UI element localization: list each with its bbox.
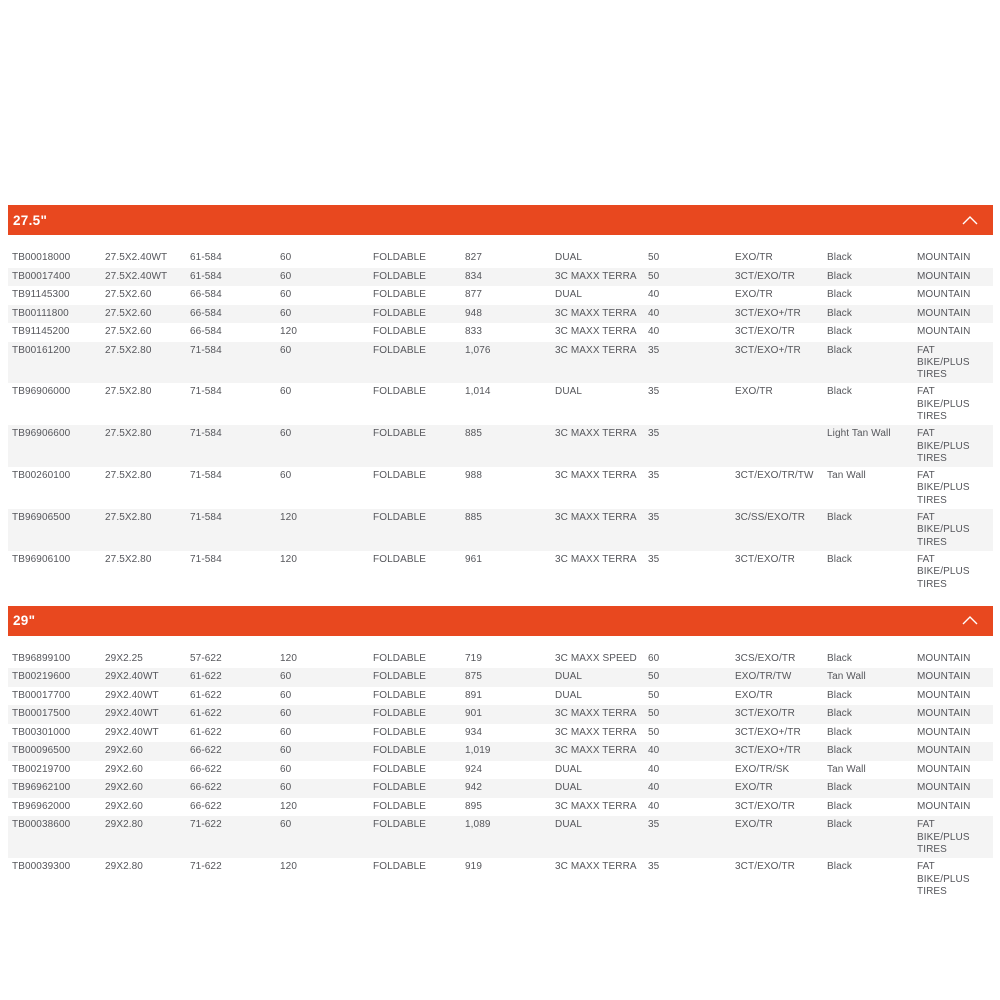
- cell-max-psi: 35: [648, 819, 660, 831]
- cell-iso-size: 61-622: [190, 708, 222, 720]
- cell-bead: FOLDABLE: [373, 428, 427, 440]
- cell-tpi: 120: [280, 512, 297, 524]
- cell-technology: EXO/TR: [735, 689, 773, 701]
- cell-max-psi: 40: [648, 289, 660, 300]
- table-row: [8, 724, 993, 743]
- cell-technology: EXO/TR: [735, 252, 773, 263]
- cell-weight-g: 961: [465, 553, 482, 565]
- cell-compound: DUAL: [555, 289, 583, 300]
- table-row: [8, 742, 993, 761]
- cell-category: MOUNTAIN: [917, 745, 971, 757]
- cell-max-psi: 35: [648, 861, 660, 873]
- cell-part-number: TB96899100: [12, 652, 71, 664]
- cell-size: 27.5X2.60: [105, 307, 152, 319]
- cell-color: Black: [827, 344, 852, 356]
- cell-part-number: TB00260100: [12, 470, 71, 482]
- cell-size: 29X2.60: [105, 800, 143, 812]
- cell-color: Black: [827, 512, 852, 524]
- cell-part-number: TB00111800: [12, 307, 69, 319]
- cell-iso-size: 71-584: [190, 344, 222, 356]
- cell-size: 29X2.40WT: [105, 708, 159, 720]
- cell-max-psi: 35: [648, 428, 660, 440]
- cell-color: Black: [827, 745, 852, 757]
- table-row: [8, 509, 993, 551]
- cell-part-number: TB00018000: [12, 252, 71, 263]
- cell-color: Black: [827, 708, 852, 720]
- cell-category: MOUNTAIN: [917, 708, 971, 720]
- cell-weight-g: 875: [465, 671, 482, 683]
- cell-color: Black: [827, 270, 852, 282]
- cell-max-psi: 35: [648, 553, 660, 565]
- cell-size: 29X2.60: [105, 782, 143, 794]
- cell-color: Black: [827, 726, 852, 738]
- cell-compound: 3C MAXX TERRA: [555, 512, 637, 524]
- cell-technology: 3CT/EXO/TR: [735, 708, 795, 720]
- cell-category: MOUNTAIN: [917, 252, 971, 263]
- cell-bead: FOLDABLE: [373, 470, 427, 482]
- cell-color: Black: [827, 800, 852, 812]
- cell-bead: FOLDABLE: [373, 671, 427, 683]
- cell-bead: FOLDABLE: [373, 386, 427, 398]
- cell-part-number: TB91145300: [12, 289, 70, 300]
- cell-bead: FOLDABLE: [373, 800, 427, 812]
- cell-part-number: TB00301000: [12, 726, 71, 738]
- cell-color: Black: [827, 782, 852, 794]
- cell-technology: EXO/TR: [735, 819, 773, 831]
- cell-technology: 3CT/EXO+/TR: [735, 344, 801, 356]
- cell-iso-size: 61-584: [190, 252, 222, 263]
- cell-max-psi: 40: [648, 307, 660, 319]
- table-row: [8, 551, 993, 593]
- cell-part-number: TB96962000: [12, 800, 71, 812]
- cell-weight-g: 895: [465, 800, 482, 812]
- cell-weight-g: 833: [465, 326, 482, 337]
- cell-compound: 3C MAXX TERRA: [555, 800, 637, 812]
- cell-compound: 3C MAXX TERRA: [555, 326, 637, 337]
- cell-technology: EXO/TR: [735, 782, 773, 794]
- cell-color: Black: [827, 307, 852, 319]
- cell-size: 27.5X2.80: [105, 386, 152, 398]
- cell-weight-g: 885: [465, 428, 482, 440]
- cell-technology: 3CT/EXO/TR: [735, 270, 795, 282]
- cell-color: Black: [827, 819, 852, 831]
- cell-compound: 3C MAXX TERRA: [555, 861, 637, 873]
- cell-part-number: TB00038600: [12, 819, 71, 831]
- table-row: [8, 650, 993, 669]
- cell-iso-size: 71-584: [190, 428, 222, 440]
- cell-compound: 3C MAXX TERRA: [555, 270, 637, 282]
- cell-compound: 3C MAXX SPEED: [555, 652, 637, 664]
- cell-technology: 3C/SS/EXO/TR: [735, 512, 806, 524]
- cell-weight-g: 924: [465, 763, 482, 775]
- cell-bead: FOLDABLE: [373, 252, 427, 263]
- cell-part-number: TB91145200: [12, 326, 70, 337]
- section-title: 27.5": [13, 212, 48, 228]
- cell-weight-g: 1,014: [465, 386, 491, 398]
- cell-bead: FOLDABLE: [373, 689, 427, 701]
- cell-weight-g: 719: [465, 652, 482, 664]
- cell-size: 29X2.40WT: [105, 689, 159, 701]
- cell-size: 29X2.80: [105, 861, 143, 873]
- cell-max-psi: 35: [648, 344, 660, 356]
- cell-technology: 3CS/EXO/TR: [735, 652, 796, 664]
- cell-bead: FOLDABLE: [373, 344, 427, 356]
- cell-iso-size: 71-584: [190, 470, 222, 482]
- cell-color: Tan Wall: [827, 763, 866, 775]
- cell-color: Tan Wall: [827, 671, 866, 683]
- table-row: [8, 668, 993, 687]
- cell-weight-g: 919: [465, 861, 482, 873]
- spec-table-29: [8, 650, 993, 900]
- cell-bead: FOLDABLE: [373, 326, 427, 337]
- cell-category: MOUNTAIN: [917, 652, 971, 664]
- cell-max-psi: 40: [648, 326, 660, 337]
- cell-size: 27.5X2.80: [105, 553, 152, 565]
- section-header-29[interactable]: [8, 606, 993, 636]
- cell-size: 27.5X2.80: [105, 344, 152, 356]
- cell-bead: FOLDABLE: [373, 307, 427, 319]
- table-row: [8, 467, 993, 509]
- cell-compound: 3C MAXX TERRA: [555, 745, 637, 757]
- cell-weight-g: 827: [465, 252, 482, 263]
- cell-bead: FOLDABLE: [373, 708, 427, 720]
- cell-category: MOUNTAIN: [917, 763, 971, 775]
- cell-size: 29X2.40WT: [105, 671, 159, 683]
- table-row: [8, 816, 993, 858]
- table-row: [8, 705, 993, 724]
- cell-color: Black: [827, 326, 852, 337]
- cell-bead: FOLDABLE: [373, 270, 427, 282]
- cell-category: FAT BIKE/PLUS TIRES: [917, 512, 970, 548]
- table-row: [8, 383, 993, 425]
- table-row: [8, 249, 993, 268]
- cell-part-number: TB96906500: [12, 512, 71, 524]
- cell-iso-size: 71-622: [190, 861, 222, 873]
- cell-technology: 3CT/EXO/TR: [735, 326, 795, 337]
- cell-bead: FOLDABLE: [373, 819, 427, 831]
- cell-weight-g: 1,076: [465, 344, 491, 356]
- cell-bead: FOLDABLE: [373, 553, 427, 565]
- table-row: [8, 425, 993, 467]
- cell-compound: 3C MAXX TERRA: [555, 726, 637, 738]
- cell-bead: FOLDABLE: [373, 782, 427, 794]
- cell-max-psi: 40: [648, 763, 660, 775]
- cell-part-number: TB00219700: [12, 763, 71, 775]
- cell-technology: 3CT/EXO+/TR: [735, 307, 801, 319]
- cell-iso-size: 66-584: [190, 307, 222, 319]
- cell-color: Black: [827, 861, 852, 873]
- cell-color: Black: [827, 553, 852, 565]
- cell-iso-size: 66-584: [190, 289, 222, 300]
- cell-compound: 3C MAXX TERRA: [555, 553, 637, 565]
- cell-color: Light Tan Wall: [827, 428, 891, 440]
- cell-category: FAT BIKE/PLUS TIRES: [917, 470, 970, 506]
- cell-iso-size: 61-584: [190, 270, 222, 282]
- cell-tpi: 60: [280, 386, 292, 398]
- cell-part-number: TB00161200: [12, 344, 71, 356]
- cell-compound: 3C MAXX TERRA: [555, 428, 637, 440]
- cell-compound: 3C MAXX TERRA: [555, 307, 637, 319]
- cell-compound: DUAL: [555, 782, 583, 794]
- cell-max-psi: 50: [648, 726, 660, 738]
- cell-weight-g: 901: [465, 708, 482, 720]
- cell-weight-g: 934: [465, 726, 482, 738]
- cell-weight-g: 891: [465, 689, 482, 701]
- cell-tpi: 120: [280, 800, 297, 812]
- cell-compound: DUAL: [555, 689, 583, 701]
- cell-tpi: 60: [280, 745, 292, 757]
- cell-iso-size: 66-622: [190, 782, 222, 794]
- chevron-up-icon[interactable]: [962, 216, 978, 225]
- cell-part-number: TB00017700: [12, 689, 71, 701]
- cell-technology: 3CT/EXO/TR: [735, 800, 795, 812]
- cell-tpi: 120: [280, 652, 297, 664]
- table-row: [8, 286, 993, 305]
- table-row: [8, 687, 993, 706]
- cell-part-number: TB00219600: [12, 671, 71, 683]
- cell-size: 27.5X2.80: [105, 470, 152, 482]
- cell-compound: 3C MAXX TERRA: [555, 708, 637, 720]
- cell-tpi: 60: [280, 726, 292, 738]
- cell-part-number: TB00039300: [12, 861, 71, 873]
- cell-technology: 3CT/EXO/TR: [735, 861, 795, 873]
- cell-technology: EXO/TR: [735, 289, 773, 300]
- cell-color: Black: [827, 289, 852, 300]
- cell-technology: 3CT/EXO/TR: [735, 553, 795, 565]
- size-section-29: [8, 606, 993, 900]
- cell-category: MOUNTAIN: [917, 671, 971, 683]
- cell-category: FAT BIKE/PLUS TIRES: [917, 344, 970, 381]
- table-row: [8, 761, 993, 780]
- cell-iso-size: 61-622: [190, 689, 222, 701]
- cell-tpi: 60: [280, 270, 292, 282]
- cell-category: FAT BIKE/PLUS TIRES: [917, 428, 970, 464]
- cell-max-psi: 35: [648, 512, 660, 524]
- cell-technology: 3CT/EXO/TR/TW: [735, 470, 814, 482]
- cell-compound: DUAL: [555, 386, 583, 398]
- cell-max-psi: 35: [648, 386, 660, 398]
- cell-tpi: 60: [280, 708, 292, 720]
- cell-size: 27.5X2.80: [105, 428, 152, 440]
- cell-technology: [731, 425, 823, 467]
- cell-iso-size: 61-622: [190, 671, 222, 683]
- cell-tpi: 60: [280, 307, 292, 319]
- cell-weight-g: 1,019: [465, 745, 491, 757]
- cell-part-number: TB00017400: [12, 270, 71, 282]
- cell-bead: FOLDABLE: [373, 745, 427, 757]
- cell-max-psi: 35: [648, 470, 660, 482]
- cell-bead: FOLDABLE: [373, 726, 427, 738]
- cell-compound: DUAL: [555, 671, 583, 683]
- table-row: [8, 779, 993, 798]
- spec-table-27-5: [8, 249, 993, 593]
- cell-iso-size: 71-622: [190, 819, 222, 831]
- cell-iso-size: 66-622: [190, 800, 222, 812]
- cell-technology: EXO/TR: [735, 386, 773, 398]
- cell-color: Black: [827, 252, 852, 263]
- cell-bead: FOLDABLE: [373, 861, 427, 873]
- cell-category: FAT BIKE/PLUS TIRES: [917, 819, 970, 855]
- chevron-up-icon[interactable]: [962, 616, 978, 625]
- cell-bead: FOLDABLE: [373, 289, 427, 300]
- cell-category: MOUNTAIN: [917, 689, 971, 701]
- cell-category: FAT BIKE/PLUS TIRES: [917, 386, 970, 422]
- cell-compound: DUAL: [555, 819, 583, 831]
- table-row: [8, 342, 993, 384]
- cell-color: Black: [827, 689, 852, 701]
- cell-tpi: 120: [280, 553, 297, 565]
- cell-weight-g: 948: [465, 307, 482, 319]
- cell-part-number: TB96906100: [12, 553, 71, 565]
- cell-max-psi: 40: [648, 800, 660, 812]
- cell-size: 29X2.25: [105, 652, 143, 664]
- cell-color: Tan Wall: [827, 470, 866, 482]
- cell-tpi: 60: [280, 344, 292, 356]
- cell-iso-size: 71-584: [190, 512, 222, 524]
- cell-iso-size: 66-622: [190, 763, 222, 775]
- cell-bead: FOLDABLE: [373, 763, 427, 775]
- cell-max-psi: 50: [648, 689, 660, 701]
- cell-weight-g: 1,089: [465, 819, 491, 831]
- cell-tpi: 60: [280, 819, 292, 831]
- cell-compound: 3C MAXX TERRA: [555, 470, 637, 482]
- cell-size: 27.5X2.60: [105, 326, 152, 337]
- cell-bead: FOLDABLE: [373, 652, 427, 664]
- cell-max-psi: 50: [648, 270, 660, 282]
- cell-max-psi: 50: [648, 671, 660, 683]
- cell-category: MOUNTAIN: [917, 326, 971, 337]
- cell-max-psi: 50: [648, 252, 660, 263]
- cell-part-number: TB96906600: [12, 428, 71, 440]
- cell-max-psi: 40: [648, 782, 660, 794]
- cell-tpi: 120: [280, 326, 297, 337]
- cell-iso-size: 66-622: [190, 745, 222, 757]
- cell-iso-size: 71-584: [190, 386, 222, 398]
- cell-weight-g: 885: [465, 512, 482, 524]
- cell-category: FAT BIKE/PLUS TIRES: [917, 553, 970, 590]
- cell-category: MOUNTAIN: [917, 782, 971, 794]
- cell-weight-g: 877: [465, 289, 482, 300]
- cell-size: 27.5X2.40WT: [105, 270, 168, 282]
- cell-part-number: TB96906000: [12, 386, 71, 398]
- cell-tpi: 60: [280, 289, 292, 300]
- cell-color: Black: [827, 652, 852, 664]
- cell-tpi: 60: [280, 763, 292, 775]
- cell-part-number: TB00096500: [12, 745, 71, 757]
- cell-category: MOUNTAIN: [917, 270, 971, 282]
- cell-tpi: 60: [280, 671, 292, 683]
- cell-tpi: 60: [280, 470, 292, 482]
- cell-bead: FOLDABLE: [373, 512, 427, 524]
- section-title: 29": [13, 613, 36, 629]
- cell-weight-g: 834: [465, 270, 482, 282]
- section-header-27-5[interactable]: [8, 205, 993, 235]
- cell-iso-size: 71-584: [190, 553, 222, 565]
- cell-category: FAT BIKE/PLUS TIRES: [917, 861, 970, 897]
- cell-max-psi: 50: [648, 708, 660, 720]
- cell-part-number: TB00017500: [12, 708, 71, 720]
- cell-iso-size: 61-622: [190, 726, 222, 738]
- cell-size: 29X2.80: [105, 819, 143, 831]
- cell-technology: 3CT/EXO+/TR: [735, 726, 801, 738]
- cell-part-number: TB96962100: [12, 782, 71, 794]
- cell-compound: DUAL: [555, 252, 583, 263]
- cell-technology: 3CT/EXO+/TR: [735, 745, 801, 757]
- cell-size: 27.5X2.40WT: [105, 252, 168, 263]
- cell-iso-size: 57-622: [190, 652, 222, 664]
- cell-category: MOUNTAIN: [917, 289, 971, 300]
- cell-category: MOUNTAIN: [917, 307, 971, 319]
- cell-weight-g: 988: [465, 470, 482, 482]
- cell-tpi: 60: [280, 782, 292, 794]
- cell-compound: 3C MAXX TERRA: [555, 344, 637, 356]
- size-section-27-5: [8, 205, 993, 593]
- table-row: [8, 268, 993, 287]
- cell-weight-g: 942: [465, 782, 482, 794]
- cell-category: MOUNTAIN: [917, 726, 971, 738]
- cell-technology: EXO/TR/TW: [735, 671, 792, 683]
- cell-size: 27.5X2.60: [105, 289, 152, 300]
- cell-tpi: 60: [280, 689, 292, 701]
- cell-size: 27.5X2.80: [105, 512, 152, 524]
- cell-category: MOUNTAIN: [917, 800, 971, 812]
- cell-compound: DUAL: [555, 763, 583, 775]
- table-row: [8, 798, 993, 817]
- cell-max-psi: 40: [648, 745, 660, 757]
- spec-tables: [8, 205, 993, 913]
- cell-max-psi: 60: [648, 652, 660, 664]
- cell-size: 29X2.60: [105, 763, 143, 775]
- cell-technology: EXO/TR/SK: [735, 763, 790, 775]
- cell-tpi: 60: [280, 252, 292, 263]
- cell-iso-size: 66-584: [190, 326, 222, 337]
- cell-size: 29X2.60: [105, 745, 143, 757]
- cell-tpi: 120: [280, 861, 297, 873]
- cell-tpi: 60: [280, 428, 292, 440]
- table-row: [8, 323, 993, 342]
- cell-size: 29X2.40WT: [105, 726, 159, 738]
- table-row: [8, 305, 993, 324]
- cell-color: Black: [827, 386, 852, 398]
- table-row: [8, 858, 993, 900]
